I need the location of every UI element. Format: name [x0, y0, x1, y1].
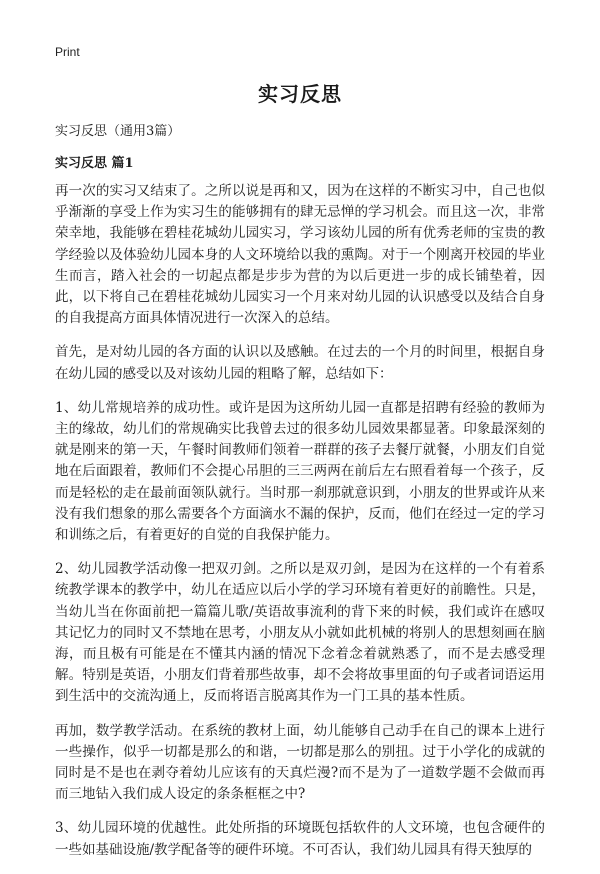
- paragraph-point-1: 1、幼儿常规培养的成功性。或许是因为这所幼儿园一直都是招聘有经验的教师为主的缘故，幼儿们的常规确实比我曾去过的很多幼儿园效果都显著。印象最深刻的就是刚来的第一天，午餐时间教师们领着一群群的孩子去餐厅就餐，小朋友们自觉地在后面跟着，教师们不会提心吊胆的三三两两在前后左右照看着每一个孩子，反而是轻松的走在最前面领队就行。当时那一刹那就意识到，小朋友的世界或许从来没有我们想象的那么需要各个方面滴水不漏的保护，反而，他们在经过一定的学习和训练之后，有着更好的自觉的自我保护能力。: [55, 399, 545, 544]
- paragraph-point-2: 2、幼儿园教学活动像一把双刃剑。之所以是双刃剑，是因为在这样的一个有着系统教学课本的教学中，幼儿在适应以后小学的学习环境有着更好的前瞻性。只是，当幼儿当在你面前把一篇篇儿歌/英语故事流利的背下来的时候，我们或许在感叹其记忆力的同时又不禁地在思考，小朋友从小就如此机械的将别人的思想刻画在脑海，而且极有可能是在不懂其内涵的情况下念着念着就熟悉了，而不是去感受理解。特别是英语，小朋友们背着那些故事，却不会将故事里面的句子或者词语运用到生活中的交流沟通上，反而将语言脱离其作为一门工具的基本性质。: [55, 561, 545, 705]
- paragraph-overview: 首先，是对幼儿园的各方面的认识以及感触。在过去的一个月的时间里，根据自身在幼儿园的感受以及对该幼儿园的粗略了解，总结如下：: [55, 344, 545, 382]
- document-title: 实习反思: [258, 82, 342, 106]
- print-link[interactable]: Print: [55, 45, 80, 59]
- section-heading: 实习反思 篇1: [55, 156, 134, 171]
- document-subtitle: 实习反思（通用3篇）: [55, 124, 181, 139]
- paragraph-point-3: 3、幼儿园环境的优越性。此处所指的环境既包括软件的人文环境，也包含硬件的一些如基础设施/教学配备等的硬件环境。不可否认，我们幼儿园具有得天独厚的: [55, 820, 545, 858]
- paragraph-intro: 再一次的实习又结束了。之所以说是再和又，因为在这样的不断实习中，自己也似乎渐渐的享受上作为实习生的能够拥有的肆无忌惮的学习机会。而且这一次，非常荣幸地，我能够在碧桂花城幼儿园实习，学习该幼儿园的所有优秀老师的宝贵的教学经验以及体验幼儿园本身的人文环境给以我的熏陶。对于一个刚离开校园的毕业生而言，踏入社会的一切起点都是步步为营的为以后更进一步的成长铺垫着，因此，以下将自己在碧桂花城幼儿园实习一个月来对幼儿园的认识感受以及结合自身的自我提高方面具体情况进行一次深入的总结。: [55, 183, 545, 327]
- paragraph-math: 再加，数学教学活动。在系统的教材上面，幼儿能够自己动手在自己的课本上进行一些操作，似乎一切都是那么的和谐，一切都是那么的别扭。过于小学化的成就的同时是不是也在剥夺着幼儿应该有的天真烂漫?而不是为了一道数学题不会做而再而三地钻入我们成人设定的条条框框之中?: [55, 722, 545, 803]
- document-body: [55, 181, 545, 874]
